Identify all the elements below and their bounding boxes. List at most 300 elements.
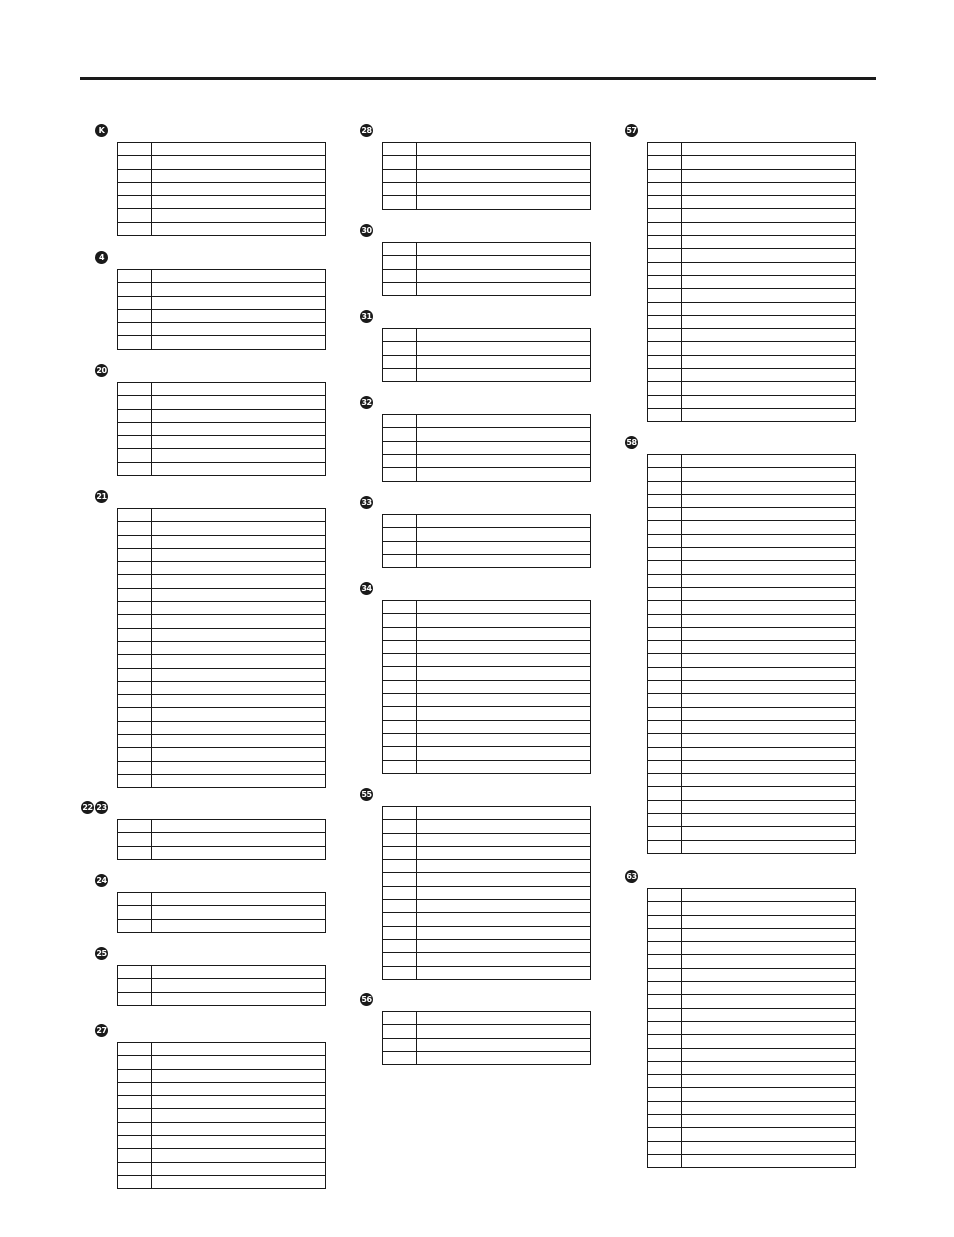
table-cell-key (648, 196, 682, 208)
table-cell-value (682, 521, 855, 533)
table-cell-value (682, 1049, 855, 1061)
table-cell-value (152, 669, 325, 681)
table-row (383, 681, 590, 694)
table-cell-key (648, 1035, 682, 1047)
table-cell-value (152, 196, 325, 208)
table-cell-key (383, 628, 417, 640)
table-cell-value (417, 515, 590, 527)
table-row (118, 383, 325, 396)
table-row (648, 668, 855, 681)
table-cell-value (682, 236, 855, 248)
table-cell-key (383, 1052, 417, 1065)
table-row (118, 463, 325, 476)
section-badge-24: 24 (96, 876, 107, 885)
table-cell-key (383, 515, 417, 527)
table-cell-key (118, 979, 152, 991)
table-row (118, 1149, 325, 1162)
table-cell-value (152, 748, 325, 760)
table-cell-value (682, 787, 855, 799)
table-cell-value (682, 482, 855, 494)
table-row (648, 1155, 855, 1168)
table-cell-key (648, 628, 682, 640)
table-cell-key (648, 668, 682, 680)
table-cell-value (417, 761, 590, 774)
table-row (648, 969, 855, 982)
table-cell-key (118, 615, 152, 627)
table-row (118, 522, 325, 535)
table-cell-key (118, 223, 152, 236)
table-cell-value (152, 642, 325, 654)
table-cell-value (152, 722, 325, 734)
table-cell-key (383, 807, 417, 819)
section-badge-58: 58 (626, 438, 637, 447)
table-cell-value (417, 900, 590, 912)
table-cell-value (152, 323, 325, 335)
table-row (118, 396, 325, 409)
table-cell-value (682, 774, 855, 786)
section-badge-4: 4 (95, 251, 108, 264)
table-cell-key (118, 893, 152, 905)
table-cell-value (417, 887, 590, 899)
table-cell-value (417, 628, 590, 640)
table-cell-key (648, 761, 682, 773)
table-row (648, 708, 855, 721)
table-cell-value (682, 801, 855, 813)
table-cell-value (682, 356, 855, 368)
table-cell-key (648, 1142, 682, 1154)
table-cell-value (417, 270, 590, 282)
table-row (383, 953, 590, 966)
table-cell-value (152, 522, 325, 534)
table-cell-key (648, 1155, 682, 1168)
table-row (648, 396, 855, 409)
table-cell-key (648, 774, 682, 786)
table-cell-value (152, 1070, 325, 1082)
table-cell-key (118, 589, 152, 601)
table-row (383, 515, 590, 528)
table-row (118, 615, 325, 628)
table-cell-key (118, 735, 152, 747)
table-cell-key (648, 708, 682, 720)
table-row (648, 495, 855, 508)
table-grid (382, 142, 591, 210)
table-row (648, 955, 855, 968)
table-cell-key (383, 747, 417, 759)
table-row (118, 223, 325, 236)
table-cell-value (417, 913, 590, 925)
section-badge-63: 63 (626, 872, 637, 881)
table-grid (117, 965, 326, 1006)
table-cell-key (118, 1109, 152, 1121)
table-cell-value (417, 243, 590, 255)
table-cell-key (648, 1088, 682, 1100)
table-cell-key (383, 415, 417, 427)
table-cell-key (383, 681, 417, 693)
table-cell-value (152, 695, 325, 707)
table-cell-value (682, 654, 855, 666)
table-cell-value (152, 436, 325, 448)
table-cell-key (648, 455, 682, 467)
table-cell-value (152, 156, 325, 168)
table-cell-key (383, 887, 417, 899)
table-cell-key (118, 410, 152, 422)
table-cell-value (417, 342, 590, 354)
table-row (648, 289, 855, 302)
table-row (118, 589, 325, 602)
section-badge-55: 55 (361, 790, 372, 799)
table-cell-value (682, 708, 855, 720)
table-row (648, 902, 855, 915)
table-cell-value (152, 820, 325, 832)
table-cell-key (383, 614, 417, 626)
table-cell-key (648, 521, 682, 533)
table-cell-value (417, 1025, 590, 1037)
table-cell-value (152, 993, 325, 1006)
table-cell-value (152, 396, 325, 408)
table-cell-value (682, 601, 855, 613)
section-badge-28: 28 (361, 126, 372, 135)
section-badge-K: K (95, 124, 108, 137)
table-cell-key (648, 223, 682, 235)
table-cell-value (682, 827, 855, 839)
table-cell-key (648, 183, 682, 195)
table-row (118, 748, 325, 761)
table-cell-key (118, 1083, 152, 1095)
table-row (648, 681, 855, 694)
table-cell-value (682, 615, 855, 627)
table-cell-value (417, 873, 590, 885)
table-row (383, 170, 590, 183)
table-cell-value (682, 156, 855, 168)
table-row (383, 847, 590, 860)
table-grid (382, 328, 591, 382)
table-cell-value (152, 629, 325, 641)
table-cell-value (152, 170, 325, 182)
table-cell-key (648, 982, 682, 994)
table-grid (647, 888, 856, 1168)
table-cell-value (152, 509, 325, 521)
table-row (648, 601, 855, 614)
section-badge-33: 33 (361, 498, 372, 507)
table-row (648, 995, 855, 1008)
table-cell-value (682, 841, 855, 854)
table-row (648, 1035, 855, 1048)
table-row (648, 276, 855, 289)
table-row (118, 602, 325, 615)
table-cell-key (648, 289, 682, 301)
table-cell-key (118, 708, 152, 720)
table-cell-key (118, 1070, 152, 1082)
table-row (118, 310, 325, 323)
table-row (648, 143, 855, 156)
table-row (383, 873, 590, 886)
table-row (118, 1136, 325, 1149)
table-row (648, 615, 855, 628)
table-cell-key (648, 588, 682, 600)
table-cell-value (682, 1102, 855, 1114)
table-row (648, 801, 855, 814)
table-cell-value (682, 1128, 855, 1140)
section-badge-23: 23 (96, 803, 107, 812)
table-row (118, 170, 325, 183)
table-row (648, 787, 855, 800)
table-row (118, 966, 325, 979)
table-grid (382, 806, 591, 980)
table-row (383, 900, 590, 913)
table-cell-value (152, 655, 325, 667)
table-cell-key (383, 356, 417, 368)
table-grid (382, 514, 591, 568)
table-cell-key (648, 535, 682, 547)
table-row (648, 508, 855, 521)
table-grid (117, 269, 326, 350)
table-row (118, 1096, 325, 1109)
table-cell-value (152, 1149, 325, 1161)
table-grid (382, 242, 591, 296)
table-row (383, 1012, 590, 1025)
table-cell-key (648, 1022, 682, 1034)
table-row (383, 428, 590, 441)
table-cell-value (682, 455, 855, 467)
table-cell-key (648, 382, 682, 394)
table-cell-value (417, 256, 590, 268)
table-cell-key (118, 196, 152, 208)
table-cell-key (648, 329, 682, 341)
table-cell-value (152, 463, 325, 476)
table-cell-key (383, 641, 417, 653)
table-cell-value (152, 906, 325, 918)
table-cell-key (383, 555, 417, 568)
table-cell-key (648, 409, 682, 422)
table-cell-key (383, 369, 417, 382)
table-cell-key (648, 561, 682, 573)
table-cell-key (118, 436, 152, 448)
table-grid (382, 600, 591, 774)
table-cell-key (648, 156, 682, 168)
table-cell-key (648, 575, 682, 587)
table-cell-key (118, 143, 152, 155)
section-badge-31: 31 (361, 312, 372, 321)
table-row (383, 887, 590, 900)
table-cell-value (682, 369, 855, 381)
table-cell-key (118, 820, 152, 832)
table-cell-key (648, 1062, 682, 1074)
table-cell-key (648, 276, 682, 288)
table-cell-key (383, 734, 417, 746)
table-cell-key (118, 1123, 152, 1135)
table-row (383, 694, 590, 707)
table-cell-key (383, 860, 417, 872)
table-row (383, 913, 590, 926)
table-cell-value (417, 156, 590, 168)
table-cell-key (648, 889, 682, 901)
table-cell-key (648, 1049, 682, 1061)
table-cell-value (417, 555, 590, 568)
table-cell-key (648, 694, 682, 706)
table-cell-value (152, 1123, 325, 1135)
table-cell-key (118, 775, 152, 788)
table-cell-key (118, 383, 152, 395)
table-row (648, 263, 855, 276)
table-row (118, 920, 325, 933)
table-row (648, 236, 855, 249)
table-cell-key (648, 495, 682, 507)
table-cell-key (118, 1163, 152, 1175)
table-row (648, 641, 855, 654)
table-row (383, 256, 590, 269)
table-cell-key (383, 329, 417, 341)
table-row (383, 940, 590, 953)
table-row (648, 942, 855, 955)
table-row (648, 223, 855, 236)
table-grid (382, 1011, 591, 1065)
table-row (383, 1039, 590, 1052)
table-row (648, 1062, 855, 1075)
table-cell-value (152, 682, 325, 694)
table-cell-value (417, 468, 590, 481)
table-cell-key (383, 721, 417, 733)
table-cell-value (682, 1035, 855, 1047)
table-cell-value (682, 1022, 855, 1034)
table-cell-key (648, 508, 682, 520)
table-row (118, 449, 325, 462)
table-cell-key (383, 283, 417, 296)
table-cell-value (417, 183, 590, 195)
section-badge-34: 34 (361, 584, 372, 593)
table-cell-key (383, 953, 417, 965)
table-cell-value (152, 209, 325, 221)
table-row (648, 1142, 855, 1155)
table-row (383, 156, 590, 169)
table-row (118, 423, 325, 436)
table-cell-value (682, 969, 855, 981)
table-cell-value (682, 209, 855, 221)
table-row (383, 283, 590, 296)
table-cell-value (417, 170, 590, 182)
table-row (648, 814, 855, 827)
table-row (118, 655, 325, 668)
table-row (118, 682, 325, 695)
table-cell-key (383, 654, 417, 666)
table-row (648, 382, 855, 395)
table-cell-value (682, 468, 855, 480)
table-cell-key (118, 993, 152, 1006)
table-grid (117, 508, 326, 788)
table-row (648, 342, 855, 355)
table-cell-key (383, 243, 417, 255)
table-cell-value (152, 708, 325, 720)
table-row (648, 409, 855, 422)
table-cell-value (417, 196, 590, 209)
table-cell-key (118, 536, 152, 548)
table-cell-key (383, 1039, 417, 1051)
table-cell-value (152, 1096, 325, 1108)
table-cell-value (152, 223, 325, 236)
table-cell-value (682, 303, 855, 315)
table-cell-key (118, 1043, 152, 1055)
table-cell-value (417, 927, 590, 939)
table-cell-key (118, 562, 152, 574)
table-row (648, 628, 855, 641)
table-cell-value (417, 807, 590, 819)
table-row (383, 614, 590, 627)
table-cell-value (152, 1109, 325, 1121)
table-cell-key (118, 283, 152, 295)
table-row (383, 820, 590, 833)
table-cell-value (152, 833, 325, 845)
table-row (383, 1052, 590, 1065)
table-row (118, 642, 325, 655)
table-cell-key (118, 966, 152, 978)
table-cell-key (118, 270, 152, 282)
table-cell-value (682, 342, 855, 354)
table-cell-key (648, 209, 682, 221)
table-grid (117, 1042, 326, 1189)
table-cell-key (648, 143, 682, 155)
table-row (648, 1075, 855, 1088)
table-cell-key (383, 342, 417, 354)
table-row (118, 629, 325, 642)
table-cell-value (152, 920, 325, 933)
table-cell-key (648, 916, 682, 928)
table-cell-value (417, 654, 590, 666)
table-cell-value (682, 748, 855, 760)
table-cell-value (417, 283, 590, 296)
table-cell-value (682, 396, 855, 408)
table-cell-key (383, 761, 417, 774)
table-grid (647, 454, 856, 854)
table-cell-key (118, 1056, 152, 1068)
table-row (383, 468, 590, 481)
table-cell-key (118, 209, 152, 221)
table-grid (117, 892, 326, 933)
table-row (118, 536, 325, 549)
table-row (648, 1022, 855, 1035)
table-row (648, 1128, 855, 1141)
table-cell-key (648, 641, 682, 653)
table-row (648, 482, 855, 495)
table-cell-value (682, 889, 855, 901)
table-row (648, 156, 855, 169)
table-cell-value (152, 410, 325, 422)
table-cell-key (383, 183, 417, 195)
table-cell-key (648, 1075, 682, 1087)
table-cell-value (417, 694, 590, 706)
table-cell-key (118, 522, 152, 534)
table-row (648, 929, 855, 942)
table-cell-key (118, 297, 152, 309)
table-cell-key (383, 256, 417, 268)
table-cell-value (152, 562, 325, 574)
table-row (648, 774, 855, 787)
table-cell-value (682, 681, 855, 693)
table-cell-value (417, 953, 590, 965)
table-row (648, 521, 855, 534)
table-row (648, 916, 855, 929)
table-row (118, 1163, 325, 1176)
table-cell-value (152, 1056, 325, 1068)
table-cell-key (118, 449, 152, 461)
table-cell-value (682, 929, 855, 941)
table-row (383, 455, 590, 468)
table-cell-value (682, 316, 855, 328)
table-row (383, 747, 590, 760)
table-cell-key (648, 681, 682, 693)
table-row (383, 834, 590, 847)
table-cell-value (417, 707, 590, 719)
table-row (118, 336, 325, 349)
table-cell-key (118, 669, 152, 681)
